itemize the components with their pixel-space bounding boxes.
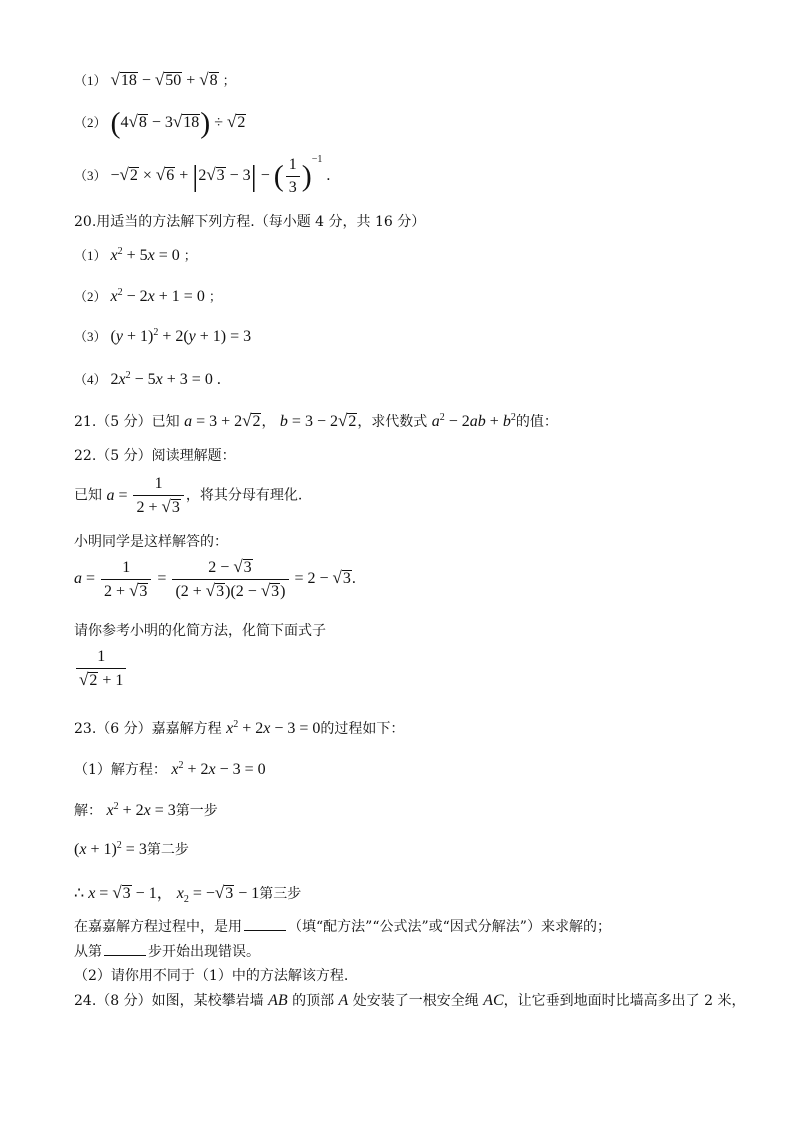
q23-fill2 [74,941,260,961]
q19-part2-expr: (4√8 − 3√18) ÷ √2 [110,106,246,140]
q23-fill1-b: （填“配方法”“公式法”或“因式分解法”）来求解的； [288,919,611,935]
q23-step2 [74,839,189,859]
q22-ask: 请你参考小明的化简方法，化简下面式子 [74,623,326,639]
q20-part2-end: ； [208,289,222,304]
q20-part1 [74,245,197,265]
q19-part3-expr: −√2 × √6 + |2√3 − 3| − ( $\frac{1}{3}$ )$^{-1}$ [110,154,323,196]
q24-t2: 的顶部 [292,993,335,1009]
q20-part2 [74,286,222,306]
q23-title [74,718,404,738]
q21 [74,411,558,431]
q24 [74,990,745,1010]
q24-t3: 处安装了一根安全绳 [352,993,479,1009]
q24-rope-AC: AC [483,992,504,1009]
q20-part4-label: （4） [74,372,107,387]
q23-step1-label: 第一步 [175,803,218,819]
q21-a-expr: a = 3 + 2√2 [184,411,261,430]
q20-part3 [74,326,251,346]
q23-step3 [74,880,301,903]
q20-part3-label: （3） [74,329,107,344]
q24-t4: ，让它垂到地面时比墙高多出了 2 米， [503,993,746,1009]
q22-title: 22.（5 分）阅读理解题： [74,448,236,464]
q22-solution: a = $\frac{1}{2 + √3}$ = $\frac{2 - √3}{(2 + √3)(2 - √3)}$ = 2 − √3. [74,557,356,600]
q23-step3-label: 第三步 [259,886,302,902]
q23-part1-label: （1）解方程： [74,762,167,778]
q19-part1 [74,70,236,90]
q21-sep: ， [261,414,276,430]
q20-part1-expr: $x^2 + 5x = 0$ [110,246,180,264]
q23-fill1-a: 在嘉嘉解方程过程中，是用 [74,919,242,935]
q23-equation: $x^2 + 2x - 3 = 0$ [226,719,321,737]
q20-part1-label: （1） [74,248,107,263]
q20-part4-end: . [216,371,221,388]
q20-part1-end: ； [183,248,197,263]
q23-part2: （2）请你用不同于（1）中的方法解该方程. [74,968,349,984]
q19-part3 [74,156,330,197]
q19-part1-end: ； [222,73,236,88]
q23-title-prefix: 23.（6 分）嘉嘉解方程 [74,721,222,737]
q24-point-A: A [338,992,349,1009]
q19-part2 [74,106,246,140]
q22-xiaoming: 小明同学是这样解答的： [74,534,228,550]
q23-step1-expr: $x^2 + 2x = 3$ [106,801,176,819]
q20-title: 20.用适当的方法解下列方程.（每小题 4 分，共 16 分） [74,214,426,230]
q24-t1: 24.（8 分）如图，某校攀岩墙 [74,993,264,1009]
q23-blank-method[interactable] [244,918,286,931]
q20-part4 [74,369,221,389]
q23-fill1 [74,916,611,936]
q19-part3-label: （3） [74,168,107,184]
q21-b-expr: b = 3 − 2√2 [279,411,357,430]
q23-step1 [74,800,218,820]
q24-wall-AB: AB [268,992,288,1009]
q23-part1 [74,759,266,779]
q20-part3-expr: $(y + 1)^2 + 2(y + 1) = 3$ [110,327,252,345]
q22-given-expr: a = $\frac{1}{2 + √3}$ [106,487,185,504]
q21-suffix: 的值： [515,414,558,430]
q21-mid: ，求代数式 [357,414,428,430]
q23-step2-label: 第二步 [146,842,189,858]
q23-part1-expr: $x^2 + 2x - 3 = 0$ [171,760,266,778]
q20-part2-label: （2） [74,289,107,304]
q22-given-suffix: ，将其分母有理化. [185,487,303,504]
q21-prefix: 21.（5 分）已知 [74,414,180,430]
q23-step1-prefix: 解： [74,803,102,819]
q22-target-expr: $\frac{1}{√2 + 1}$ [74,648,128,690]
q23-fill2-a: 从第 [74,944,102,960]
q23-step2-expr: $(x + 1)^2 = 3$ [74,840,147,858]
q23-blank-step[interactable] [104,943,146,956]
q22-given [74,475,302,517]
q23-step3-expr: ∴ x = √3 − 1， $x_2 = -√3 - 1$ [74,883,260,905]
q23-fill2-b: 步开始出现错误。 [148,944,260,960]
q21-target-expr: $a^2 - 2ab + b^2$ [431,412,516,430]
q20-part4-expr: $2x^2 - 5x + 3 = 0$ [110,370,213,388]
q19-part3-end: . [326,167,331,185]
q20-part2-expr: $x^2 - 2x + 1 = 0$ [110,287,205,305]
q19-part1-label: （1） [74,73,107,88]
q22-given-prefix: 已知 [74,487,102,504]
q19-part2-label: （2） [74,115,107,130]
q23-title-suffix: 的过程如下： [320,721,405,737]
q19-part1-expr: √18 − √50 + √8 [110,70,218,89]
